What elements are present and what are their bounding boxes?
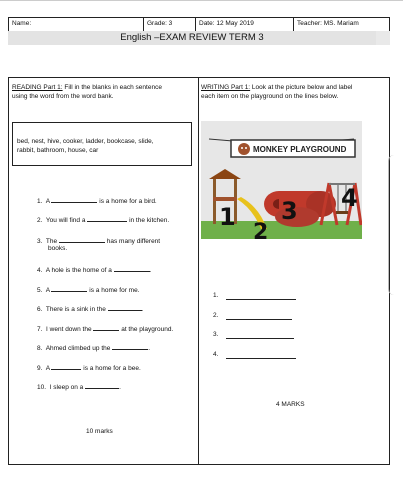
monkey-icon — [238, 143, 250, 155]
title-bar-end — [376, 31, 390, 45]
page-top-edge — [0, 0, 403, 7]
question-6 — [37, 304, 144, 313]
question-4 — [37, 265, 151, 274]
monkey-eye-icon — [245, 147, 247, 149]
question-text: has many different — [106, 238, 161, 245]
label-number-3: 3 — [281, 197, 298, 225]
writing-instruction-1: Look at the picture below and label — [250, 84, 353, 91]
writing-instruction-2: each item on the playground on the lines below. — [201, 92, 339, 100]
answer-blank[interactable] — [114, 265, 150, 272]
question-number: 5. — [37, 287, 43, 294]
question-number: 3. — [37, 238, 43, 245]
question-number: 4. — [37, 267, 43, 274]
answer-number-4: 4. — [213, 351, 219, 358]
question-text: Ahmed climbed up the — [45, 345, 111, 352]
page-edge-bracket — [388, 155, 395, 295]
date-cell: Date: 12 May 2019 — [196, 18, 294, 31]
question-number: 2. — [37, 217, 43, 224]
question-text: You will find a — [45, 217, 86, 224]
reading-marks: 10 marks — [86, 428, 113, 435]
answer-blank[interactable] — [87, 215, 127, 222]
word-bank-line-2: rabbit, bathroom, house, car — [17, 147, 99, 154]
question-number: 7. — [37, 326, 43, 333]
exam-title: English –EXAM REVIEW TERM 3 — [8, 31, 376, 45]
question-text: The — [45, 238, 58, 245]
answer-blank[interactable] — [51, 196, 97, 203]
question-text: . — [141, 306, 144, 313]
question-text: A — [45, 365, 50, 372]
playground-illustration — [201, 121, 362, 239]
answer-line-1[interactable] — [226, 299, 296, 300]
question-3 — [37, 236, 160, 252]
answer-blank[interactable] — [51, 363, 81, 370]
reading-instruction-1: Fill in the blanks in each sentence — [62, 84, 162, 91]
question-5 — [37, 285, 140, 294]
question-text: is a home for me. — [89, 287, 140, 294]
label-number-1: 1 — [219, 203, 236, 231]
sign-text: MONKEY PLAYGROUND — [253, 145, 347, 154]
question-2 — [37, 215, 169, 224]
question-10 — [37, 382, 121, 391]
question-text: . — [119, 384, 121, 391]
question-text: at the playground. — [121, 326, 174, 333]
question-text: A — [45, 198, 50, 205]
answer-blank[interactable] — [59, 236, 105, 243]
reading-instruction-2: using the word from the word bank. — [12, 92, 114, 100]
column-divider — [198, 77, 199, 465]
label-number-4: 4 — [341, 184, 358, 212]
answer-line-3[interactable] — [226, 338, 294, 339]
answer-line-2[interactable] — [226, 319, 292, 320]
label-number-2: 2 — [253, 220, 269, 239]
answer-blank[interactable] — [51, 285, 87, 292]
question-number: 9. — [37, 365, 43, 372]
question-8 — [37, 343, 150, 352]
question-text: . — [148, 345, 150, 352]
answer-number-3: 3. — [213, 331, 219, 338]
question-text: books. — [48, 245, 68, 252]
reading-instructions — [12, 84, 194, 101]
name-label: Name: — [12, 20, 32, 27]
playground-picture — [201, 121, 362, 239]
word-bank — [12, 122, 192, 166]
answer-number-2: 2. — [213, 312, 219, 319]
word-bank-line-1: bed, nest, hive, cooker, ladder, bookcase, slide, — [17, 138, 154, 145]
question-9 — [37, 363, 141, 372]
question-1 — [37, 196, 157, 205]
question-text: I went down the — [46, 326, 92, 333]
question-text: A hole is the home of a — [45, 267, 112, 274]
answer-blank[interactable] — [85, 382, 119, 389]
teacher-cell: Teacher: MS. Mariam — [297, 20, 359, 27]
tower-deck — [213, 197, 237, 201]
question-text: A — [45, 287, 50, 294]
answer-blank[interactable] — [93, 324, 119, 331]
writing-marks: 4 MARKS — [276, 401, 305, 408]
answer-line-4[interactable] — [226, 358, 296, 359]
grade-cell: Grade: 3 — [144, 18, 196, 31]
tower-post — [213, 179, 216, 224]
answer-blank[interactable] — [108, 304, 142, 311]
monkey-eye-icon — [241, 147, 243, 149]
question-7 — [37, 324, 173, 333]
question-number: 8. — [37, 345, 43, 352]
question-number: 6. — [37, 306, 43, 313]
answer-blank[interactable] — [112, 343, 148, 350]
question-text: is a home for a bird. — [99, 198, 157, 205]
name-field[interactable] — [9, 18, 144, 31]
question-text: . — [149, 267, 152, 274]
reading-heading: READING Part 1: — [12, 84, 63, 91]
question-text: There is a sink in the — [45, 306, 106, 313]
writing-instructions — [201, 84, 387, 101]
question-text: in the kitchen. — [129, 217, 170, 224]
question-number: 10. — [37, 384, 47, 391]
question-text: is a home for a bee. — [83, 365, 141, 372]
answer-number-1: 1. — [213, 292, 219, 299]
question-text: I sleep on a — [49, 384, 84, 391]
question-number: 1. — [37, 198, 43, 205]
writing-heading: WRITING Part 1: — [201, 84, 251, 91]
header-table — [8, 17, 390, 32]
